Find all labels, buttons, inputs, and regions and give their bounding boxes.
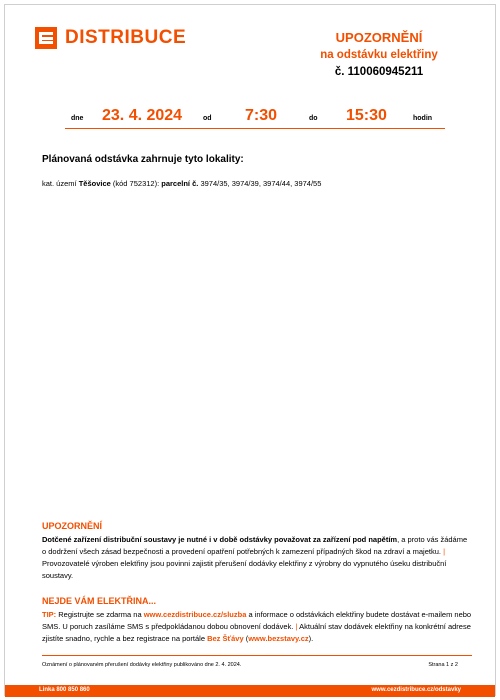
notice-number: č. 110060945211 (334, 66, 424, 78)
hotline: Linka 800 850 860 (39, 687, 90, 693)
logo-text: DISTRIBUCE (65, 27, 187, 48)
outage-schedule (65, 106, 445, 130)
schedule-divider (65, 128, 445, 129)
warning-text (42, 534, 472, 582)
tip-text (42, 609, 472, 645)
title-subject: na odstávku elektřiny (320, 49, 438, 61)
tip-text-4: ( (243, 634, 249, 643)
localities-heading: Plánovaná odstávka zahrnuje tyto lokality: (42, 154, 244, 165)
outage-date: 23. 4. 2024 (102, 107, 183, 124)
parcel-list: 3974/35, 3974/39, 3974/44, 3974/55 (198, 179, 322, 188)
bez-stavy-link[interactable]: www.bezstavy.cz (248, 634, 309, 643)
tip-label: TIP: (42, 610, 57, 619)
notice-title (299, 29, 459, 81)
warning-separator: | (441, 547, 446, 556)
time-from: 7:30 (245, 107, 278, 124)
tip-text-1: Registrujte se zdarma na (56, 610, 144, 619)
time-to: 15:30 (346, 107, 387, 124)
title-warning: UPOZORNĚNÍ (335, 30, 423, 45)
footer-divider (42, 655, 472, 656)
warning-bold-text: Dotčené zařízení distribuční soustavy je nutné i v době odstávky považovat za zařízení pod napětím (42, 535, 398, 544)
label-to: do (309, 115, 318, 122)
tip-separator: | (293, 622, 300, 631)
cez-logo-icon (35, 27, 57, 49)
footer-bar (5, 685, 495, 697)
company-logo (35, 27, 186, 49)
locality-line (42, 179, 321, 188)
warning-title: UPOZORNĚNÍ (42, 521, 103, 531)
registration-link[interactable]: www.cezdistribuce.cz/sluzba (143, 610, 247, 619)
locality-prefix: kat. území (42, 179, 79, 188)
tip-text-5: ). (308, 634, 314, 643)
tip-text-3: Aktuální stav dodávek elektřiny na konkrétní adrese zjistíte snadno, rychle a bez registrace na portále (42, 622, 471, 643)
label-from: od (203, 115, 212, 122)
website-link[interactable]: www.cezdistribuce.cz/odstavky (371, 687, 461, 693)
tip-title: NEJDE VÁM ELEKTŘINA... (42, 596, 157, 606)
territory-name: Těšovice (78, 179, 111, 188)
label-hours: hodin (413, 115, 433, 122)
warning-text-2: Provozovatelé výroben elektřiny jsou povinni zajistit přerušení dodávky elektřiny z výrobny do vypnutého úseku distribuční soustavy. (42, 559, 447, 580)
warning-text-1: , a proto vás žádáme o dodržení všech zásad bezpečnosti a provedení opatření potřebných k zamezení případných škod na zdraví a majetku. (42, 535, 468, 556)
bez-stavy-brand: Bez Šťávy (207, 634, 244, 643)
page-number: Strana 1 z 2 (428, 662, 458, 668)
publication-note: Oznámení o plánovaném přerušení dodávky elektřiny publikováno dne 2. 4. 2024. (42, 662, 242, 668)
notice-page (4, 4, 496, 696)
tip-text-2: a informace o odstávkách elektřiny budete dostávat e-mailem nebo SMS. U poruch zasíláme SMS s předpokládanou dobou obnovení dodávek. (42, 610, 472, 631)
parcel-label: parcelní č. (161, 179, 199, 188)
label-day: dne (71, 115, 84, 122)
territory-code: (kód 752312): (110, 179, 162, 188)
